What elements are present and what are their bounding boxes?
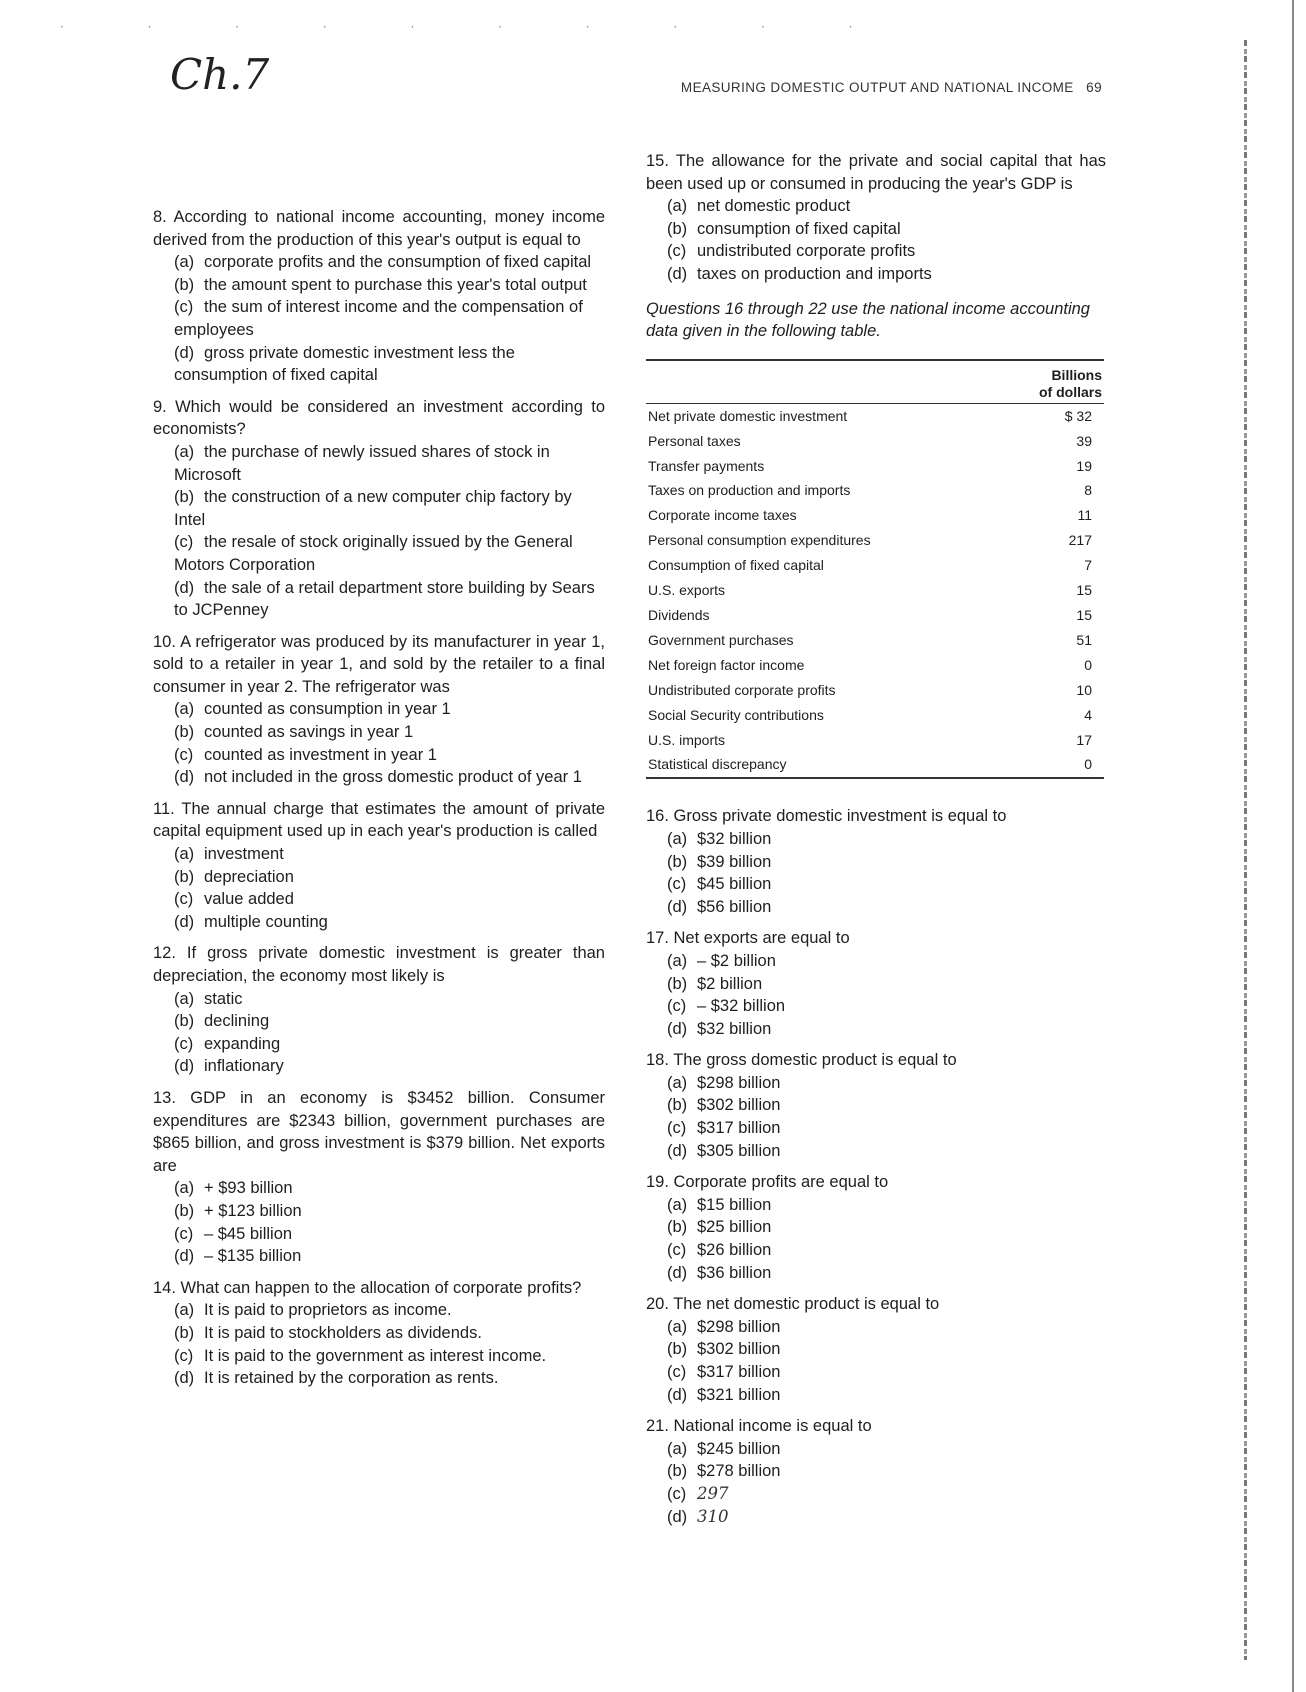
option-label: (a) <box>667 1439 688 1458</box>
table-item: Personal consumption expenditures <box>648 532 871 549</box>
option-label: (b) <box>174 275 195 294</box>
answer-option <box>646 1460 1106 1483</box>
option-text: $302 billion <box>697 1340 781 1359</box>
question-block <box>153 1277 605 1390</box>
question-block <box>646 150 1106 286</box>
option-label: (a) <box>174 253 195 272</box>
question-stem: 15. The allowance for the private and social capital that has been used up or consumed in producing the year's GDP is <box>646 152 1106 193</box>
option-text: the purchase of newly issued shares of stock in Microsoft <box>174 442 550 484</box>
option-text: depreciation <box>204 867 294 886</box>
question-block <box>153 206 605 387</box>
answer-option <box>153 888 605 911</box>
option-label: (b) <box>174 488 195 507</box>
option-text: $321 billion <box>697 1385 781 1404</box>
option-label: (a) <box>174 442 195 461</box>
answer-option <box>153 1177 605 1200</box>
scan-edge-artifact <box>1244 40 1247 1660</box>
option-label: (c) <box>174 298 194 317</box>
table-row <box>646 478 1104 503</box>
question-stem: 21. National income is equal to <box>646 1417 872 1436</box>
option-text: – $135 billion <box>204 1247 302 1266</box>
table-row <box>646 678 1104 703</box>
option-label: (a) <box>174 845 195 864</box>
option-label: (d) <box>667 1385 688 1404</box>
answer-option <box>153 1367 605 1390</box>
option-label: (c) <box>667 1241 687 1260</box>
option-label: (c) <box>667 997 687 1016</box>
option-text: $302 billion <box>697 1096 781 1115</box>
table-row <box>646 454 1104 479</box>
option-label: (c) <box>174 890 194 909</box>
answer-option <box>153 296 605 341</box>
option-label: (a) <box>667 1317 688 1336</box>
table-row <box>646 553 1104 578</box>
answer-option <box>646 1140 1106 1163</box>
table-row <box>646 628 1104 653</box>
option-text: It is paid to the government as interest income. <box>204 1346 547 1365</box>
answer-option <box>153 1010 605 1033</box>
answer-option <box>646 896 1106 919</box>
question-stem: 14. What can happen to the allocation of corporate profits? <box>153 1278 582 1297</box>
answer-option <box>153 486 605 531</box>
option-label: (d) <box>174 1057 195 1076</box>
option-text: counted as savings in year 1 <box>204 723 414 742</box>
answer-option <box>646 1438 1106 1461</box>
option-label: (a) <box>174 1301 195 1320</box>
question-stem: 13. GDP in an economy is $3452 billion. Consumer expenditures are $2343 billion, government purchases are $865 billion, and gross investment is $379 billion. Net exports are <box>153 1088 605 1175</box>
question-block <box>153 942 605 1078</box>
option-text: $2 billion <box>697 974 763 993</box>
option-text: It is paid to stockholders as dividends. <box>204 1323 482 1342</box>
option-text: investment <box>204 845 284 864</box>
option-text: $15 billion <box>697 1195 772 1214</box>
option-text: multiple counting <box>204 912 328 931</box>
answer-option <box>153 1345 605 1368</box>
option-label: (a) <box>667 1073 688 1092</box>
table-value: 51 <box>1076 631 1092 648</box>
table-header-item <box>646 360 999 404</box>
table-value: 0 <box>1084 656 1092 673</box>
option-label: (a) <box>667 197 688 216</box>
option-text: – $45 billion <box>204 1224 293 1243</box>
table-value: 17 <box>1076 731 1092 748</box>
national-income-table <box>646 359 1104 780</box>
table-item: Social Security contributions <box>648 706 824 723</box>
answer-option <box>646 995 1106 1018</box>
question-block <box>646 1049 1106 1162</box>
option-text: the construction of a new computer chip factory by Intel <box>174 488 572 529</box>
option-label: (a) <box>667 1195 688 1214</box>
option-label: (d) <box>174 768 195 787</box>
page-number: 69 <box>1086 80 1102 95</box>
handwritten-answer: 310 <box>697 1506 729 1526</box>
option-label: (c) <box>667 1484 687 1503</box>
answer-option <box>646 851 1106 874</box>
option-label: (b) <box>667 1096 688 1115</box>
answer-option <box>153 744 605 767</box>
answer-option <box>153 342 605 387</box>
question-block <box>646 1293 1106 1406</box>
answer-option <box>646 1194 1106 1217</box>
answer-option <box>646 1506 1106 1529</box>
table-row <box>646 603 1104 628</box>
question-stem: 18. The gross domestic product is equal to <box>646 1051 957 1070</box>
option-text: $298 billion <box>697 1317 781 1336</box>
question-block <box>153 396 605 622</box>
option-label: (d) <box>174 343 195 362</box>
question-block <box>153 1087 605 1268</box>
answer-option <box>646 1483 1106 1506</box>
option-text: + $93 billion <box>204 1179 293 1198</box>
running-head <box>622 80 1102 95</box>
option-text: the amount spent to purchase this year's total output <box>204 275 587 294</box>
answer-option <box>153 1299 605 1322</box>
table-row <box>646 503 1104 528</box>
option-label: (c) <box>667 875 687 894</box>
option-label: (b) <box>174 867 195 886</box>
answer-option <box>153 843 605 866</box>
option-label: (c) <box>174 1034 194 1053</box>
question-block <box>646 1171 1106 1284</box>
option-label: (b) <box>174 1012 195 1031</box>
option-label: (a) <box>667 951 688 970</box>
option-label: (c) <box>667 1363 687 1381</box>
answer-option <box>646 1216 1106 1239</box>
option-text: undistributed corporate profits <box>697 242 916 261</box>
option-label: (d) <box>174 578 195 597</box>
scan-specks: · · · · · · · · · · <box>60 20 893 34</box>
answer-option <box>153 988 605 1011</box>
option-text: $26 billion <box>697 1241 772 1260</box>
option-label: (b) <box>174 1201 195 1220</box>
question-stem: 16. Gross private domestic investment is equal to <box>646 807 1007 826</box>
option-text: value added <box>204 890 294 909</box>
left-column <box>153 206 605 1399</box>
answer-option <box>153 274 605 297</box>
table-value: 0 <box>999 752 1104 778</box>
option-label: (d) <box>667 1019 688 1038</box>
option-text: expanding <box>204 1034 281 1053</box>
answer-option <box>646 1239 1106 1262</box>
option-label: (c) <box>174 1346 194 1365</box>
table-item: Net private domestic investment <box>648 407 848 424</box>
option-label: (a) <box>174 1179 195 1198</box>
answer-option <box>153 1033 605 1056</box>
table-item: Government purchases <box>648 631 794 648</box>
table-instructions: Questions 16 through 22 use the national income accounting data given in the following table. <box>646 299 1090 341</box>
answer-option <box>153 441 605 486</box>
table-item: Transfer payments <box>648 457 765 474</box>
question-stem: 17. Net exports are equal to <box>646 929 850 948</box>
option-label: (a) <box>667 829 688 848</box>
question-stem: 12. If gross private domestic investment is greater than depreciation, the economy most likely is <box>153 944 605 985</box>
question-stem: 8. According to national income accounting, money income derived from the production of this year's output is equal to <box>153 208 605 249</box>
table-value: $ 32 <box>1064 407 1092 424</box>
table-value: 15 <box>1076 582 1092 599</box>
answer-option <box>153 1055 605 1078</box>
option-text: $32 billion <box>697 1019 772 1038</box>
option-label: (c) <box>667 1119 687 1138</box>
answer-option <box>646 973 1106 996</box>
table-value: 11 <box>1077 507 1092 524</box>
table-row <box>646 578 1104 603</box>
option-text: counted as consumption in year 1 <box>204 700 451 719</box>
table-item: Personal taxes <box>648 432 741 449</box>
question-block <box>153 798 605 934</box>
option-text: $317 billion <box>697 1363 781 1381</box>
table-item: U.S. exports <box>648 582 726 599</box>
table-row <box>646 429 1104 454</box>
table-item: Corporate income taxes <box>648 507 797 524</box>
option-text: $25 billion <box>697 1218 772 1237</box>
table-row <box>646 752 1104 778</box>
answer-option <box>153 766 605 789</box>
option-label: (a) <box>174 989 195 1008</box>
question-15 <box>646 150 1106 286</box>
option-label: (d) <box>667 1507 688 1526</box>
option-text: net domestic product <box>697 197 851 216</box>
table-item: Consumption of fixed capital <box>648 557 824 574</box>
option-text: $278 billion <box>697 1462 781 1481</box>
table-row <box>646 728 1104 753</box>
question-stem: 19. Corporate profits are equal to <box>646 1173 889 1192</box>
option-text: $45 billion <box>697 875 772 894</box>
answer-option <box>646 1361 1106 1384</box>
option-text: It is paid to proprietors as income. <box>204 1301 452 1320</box>
option-label: (c) <box>174 745 194 764</box>
option-text: static <box>204 989 243 1008</box>
table-row <box>646 703 1104 728</box>
answer-option <box>646 240 1106 263</box>
table-body <box>646 403 1104 778</box>
table-item: Taxes on production and imports <box>648 482 851 499</box>
option-text: $317 billion <box>697 1119 781 1138</box>
option-text: $56 billion <box>697 897 772 916</box>
option-label: (c) <box>667 242 687 261</box>
question-stem: 20. The net domestic product is equal to <box>646 1295 940 1314</box>
option-text: corporate profits and the consumption of fixed capital <box>204 253 592 272</box>
option-text: gross private domestic investment less the consumption of fixed capital <box>174 343 515 385</box>
option-label: (d) <box>174 912 195 931</box>
answer-option <box>153 1200 605 1223</box>
table-value: 19 <box>1076 457 1092 474</box>
table-item: U.S. imports <box>648 731 726 748</box>
table-value: 8 <box>1084 482 1092 499</box>
answer-option <box>646 1262 1106 1285</box>
table-header-row <box>646 360 1104 404</box>
table-value: 217 <box>1068 532 1092 549</box>
answer-option <box>153 1223 605 1246</box>
option-text: the sum of interest income and the compensation of employees <box>174 298 583 339</box>
option-label: (c) <box>174 533 194 552</box>
option-text: It is retained by the corporation as rents. <box>204 1369 499 1388</box>
option-label: (b) <box>667 219 688 238</box>
table-header-value: Billions of dollars <box>999 360 1104 404</box>
question-block <box>646 1415 1106 1528</box>
option-label: (d) <box>667 264 688 283</box>
answer-option <box>646 263 1106 286</box>
scan-border-line <box>1292 0 1294 1692</box>
option-text: the sale of a retail department store building by Sears to JCPenney <box>174 578 595 620</box>
answer-option <box>646 873 1106 896</box>
answer-option <box>153 1322 605 1345</box>
answer-option <box>646 950 1106 973</box>
right-questions <box>646 805 1106 1528</box>
option-text: + $123 billion <box>204 1201 302 1220</box>
option-label: (b) <box>667 974 688 993</box>
option-label: (a) <box>174 700 195 719</box>
answer-option <box>646 1018 1106 1041</box>
question-stem: 11. The annual charge that estimates the amount of private capital equipment used up in each year's production is called <box>153 799 605 841</box>
answer-option <box>153 1245 605 1268</box>
option-label: (b) <box>667 1218 688 1237</box>
option-label: (d) <box>174 1247 195 1266</box>
answer-option <box>153 698 605 721</box>
option-text: consumption of fixed capital <box>697 219 901 238</box>
question-stem: 9. Which would be considered an investment according to economists? <box>153 397 605 439</box>
table-item: Net foreign factor income <box>648 656 805 673</box>
table-value: 15 <box>1076 607 1092 623</box>
option-label: (b) <box>667 1340 688 1359</box>
right-column <box>646 150 1106 1537</box>
option-text: the resale of stock originally issued by the General Motors Corporation <box>174 533 573 574</box>
table-value: 10 <box>1076 681 1092 698</box>
option-text: taxes on production and imports <box>697 264 932 283</box>
table-value: 4 <box>1084 706 1092 723</box>
option-label: (d) <box>667 1141 688 1160</box>
option-label: (b) <box>174 1323 195 1342</box>
answer-option <box>153 721 605 744</box>
option-text: – $2 billion <box>697 951 776 970</box>
running-head-title: MEASURING DOMESTIC OUTPUT AND NATIONAL INCOME <box>680 80 1074 95</box>
table-item: Dividends <box>648 607 710 623</box>
answer-option <box>646 1338 1106 1361</box>
answer-option <box>646 218 1106 241</box>
question-stem: 10. A refrigerator was produced by its manufacturer in year 1, sold to a retailer in year 1, and sold by the retailer to a final consumer in year 2. The refrigerator was <box>153 632 605 696</box>
question-block <box>646 927 1106 1040</box>
table-item: Undistributed corporate profits <box>648 681 836 698</box>
option-text: $298 billion <box>697 1073 781 1092</box>
table-row <box>646 403 1104 428</box>
answer-option <box>153 577 605 622</box>
option-text: declining <box>204 1012 270 1031</box>
answer-option <box>646 1117 1106 1140</box>
option-label: (c) <box>174 1224 194 1243</box>
option-label: (b) <box>667 1462 688 1481</box>
option-text: $245 billion <box>697 1439 781 1458</box>
question-block <box>153 631 605 789</box>
option-text: counted as investment in year 1 <box>204 745 437 764</box>
answer-option <box>646 1072 1106 1095</box>
handwritten-chapter-note: Ch.7 <box>170 50 270 99</box>
option-text: not included in the gross domestic product of year 1 <box>204 768 582 787</box>
answer-option <box>153 866 605 889</box>
option-label: (d) <box>667 897 688 916</box>
table-row <box>646 528 1104 553</box>
option-text: – $32 billion <box>697 997 786 1016</box>
answer-option <box>153 251 605 274</box>
option-text: $305 billion <box>697 1141 781 1160</box>
option-text: inflationary <box>204 1057 284 1076</box>
option-label: (d) <box>174 1369 195 1388</box>
option-label: (d) <box>667 1263 688 1282</box>
question-block <box>646 805 1106 918</box>
table-row <box>646 653 1104 678</box>
answer-option <box>646 1384 1106 1407</box>
option-label: (b) <box>667 852 688 871</box>
answer-option <box>153 531 605 576</box>
option-label: (b) <box>174 723 195 742</box>
table-value: 7 <box>1084 557 1092 574</box>
option-text: $32 billion <box>697 829 772 848</box>
option-text: $36 billion <box>697 1263 772 1282</box>
option-text: $39 billion <box>697 852 772 871</box>
answer-option <box>646 195 1106 218</box>
answer-option <box>153 911 605 934</box>
answer-option <box>646 828 1106 851</box>
answer-option <box>646 1094 1106 1117</box>
table-value: 39 <box>1076 432 1092 449</box>
answer-option <box>646 1316 1106 1339</box>
table-item: Statistical discrepancy <box>646 752 999 778</box>
handwritten-answer: 297 <box>697 1483 729 1503</box>
